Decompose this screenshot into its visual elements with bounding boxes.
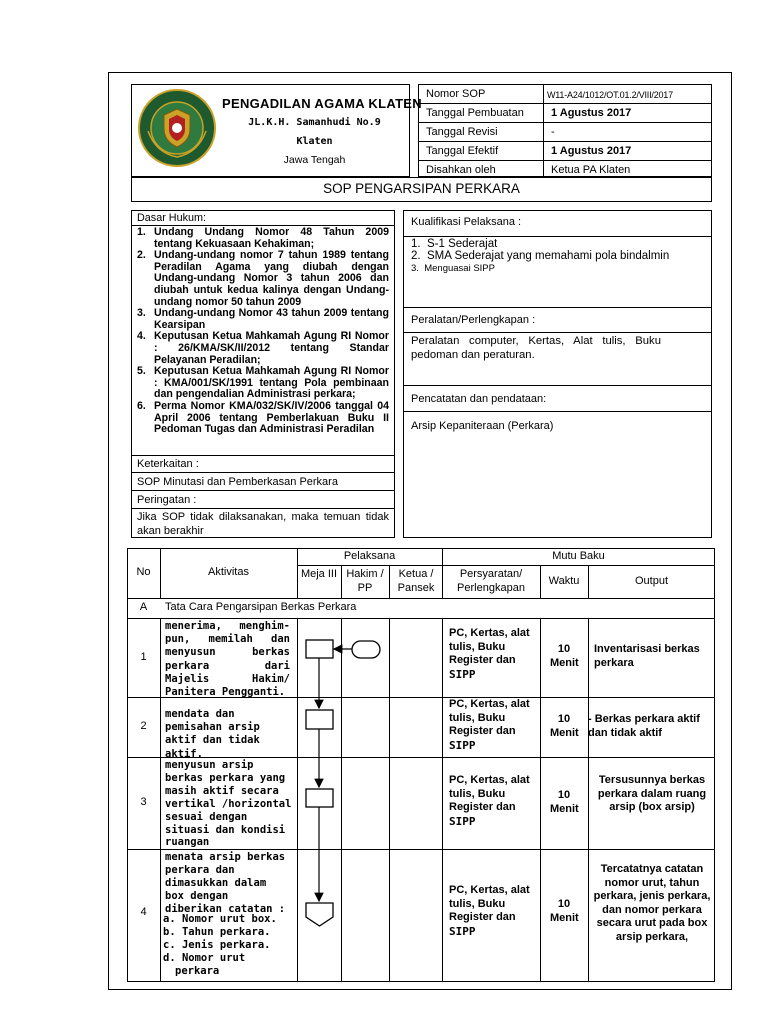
col-header-persyaratan: Persyaratan/ Perlengkapan: [457, 568, 525, 594]
row-2-persyaratan: PC, Kertas, alat tulis, Buku Register dan SIPP: [449, 698, 530, 752]
flow-process-box: [306, 640, 333, 658]
row-3-aktivitas: menyusun arsip berkas perkara yang masih aktif secara vertikal /horizontal sesuai dengan situasi dan kondisi ruangan: [165, 759, 292, 849]
meta-label-tanggal-revisi: Tanggal Revisi: [426, 126, 498, 138]
row-1-aktivitas: menerima, menghim-pun, memilah dan menyusun berkas perkara dari Majelis Hakim/ Panitera Pengganti.: [165, 620, 290, 699]
meta-value-nomor-sop: W11-A24/1012/OT.01.2/VIII/2017: [547, 90, 673, 100]
row-1-output: Inventarisasi berkas perkara: [594, 643, 700, 669]
peringatan-heading: Peringatan :: [137, 494, 197, 506]
dasar-hukum-heading: Dasar Hukum:: [137, 212, 206, 224]
row-2-output: - Berkas perkara aktif dan tidak aktif: [588, 713, 700, 739]
row-4-sub-item: a. Nomor urut box.: [163, 913, 277, 925]
sop-title: SOP PENGARSIPAN PERKARA: [323, 181, 520, 196]
col-header-output: Output: [634, 575, 669, 587]
meta-label-nomor-sop: Nomor SOP: [426, 88, 486, 100]
kualifikasi-heading: Kualifikasi Pelaksana :: [411, 216, 522, 228]
peralatan-text: Peralatan computer, Kertas, Alat tulis, Buku pedoman dan peraturan.: [411, 335, 661, 361]
kualifikasi-item: 2. SMA Sederajat yang memahami pola bindalmin: [411, 250, 670, 262]
meta-label-tanggal-pembuatan: Tanggal Pembuatan: [426, 107, 524, 119]
col-header-pelaksana: Pelaksana: [343, 550, 396, 562]
flow-process-box: [306, 710, 333, 729]
col-header-mutu-baku: Mutu Baku: [552, 550, 605, 562]
col-header-ketua-pansek: Ketua / Pansek: [397, 568, 435, 594]
row-2-waktu: 10 Menit: [550, 713, 579, 739]
legal-item: 1. Undang Undang Nomor 48 Tahun 2009 tentang Kekuasaan Kehakiman;: [137, 226, 389, 250]
meta-label-tanggal-efektif: Tanggal Efektif: [426, 145, 499, 157]
row-1-waktu: 10 Menit: [550, 643, 579, 669]
row-4-aktivitas: menata arsip berkas perkara dan dimasukkan dalam box dengan diberikan catatan :: [165, 851, 286, 915]
org-province: Jawa Tengah: [283, 154, 346, 166]
row-4-no: 4: [140, 906, 147, 918]
section-letter: A: [139, 601, 148, 613]
row-1-persyaratan: PC, Kertas, alat tulis, Buku Register dan SIPP: [449, 627, 530, 681]
row-4-output: Tercatatnya catatan nomor urut, tahun perkara, jenis perkara, dan nomor perkara secara urut pada box arsip perkara,: [593, 863, 711, 943]
row-3-waktu: 10 Menit: [550, 789, 579, 815]
org-name: PENGADILAN AGAMA KLATEN: [222, 96, 422, 111]
col-header-no: No: [136, 566, 151, 578]
peringatan-text: Jika SOP tidak dilaksanakan, maka temuan tidak akan berakhir: [137, 511, 389, 537]
row-4-persyaratan: PC, Kertas, alat tulis, Buku Register dan SIPP: [449, 884, 530, 938]
legal-item: 3. Undang-undang Nomor 43 tahun 2009 tentang Kearsipan: [137, 307, 389, 331]
org-address: JL.K.H. Samanhudi No.9: [248, 117, 381, 128]
section-title: Tata Cara Pengarsipan Berkas Perkara: [165, 601, 357, 613]
kualifikasi-item: 1. S-1 Sederajat: [411, 238, 498, 250]
meta-label-disahkan-oleh: Disahkan oleh: [426, 164, 496, 176]
meta-value-tanggal-efektif: 1 Agustus 2017: [551, 145, 632, 157]
row-4-sub-item: c. Jenis perkara.: [163, 938, 271, 951]
kualifikasi-item: 3. Menguasai SIPP: [411, 263, 495, 274]
row-4-waktu: 10 Menit: [550, 898, 579, 924]
flow-start-terminator: [352, 641, 380, 658]
org-city: Klaten: [296, 136, 333, 147]
peralatan-heading: Peralatan/Perlengkapan :: [411, 314, 536, 326]
flow-process-box: [306, 789, 333, 807]
row-3-persyaratan: PC, Kertas, alat tulis, Buku Register dan SIPP: [449, 774, 530, 828]
col-header-waktu: Waktu: [548, 575, 580, 587]
legal-item: 4. Keputusan Ketua Mahkamah Agung RI Nomor : 26/KMA/SK/II/2012 tentang Standar Pelayanan Peradilan;: [137, 330, 389, 366]
row-4-sub-item: d. Nomor urut perkara: [163, 951, 246, 977]
col-header-meja-iii: Meja III: [300, 568, 338, 580]
meta-value-tanggal-pembuatan: 1 Agustus 2017: [551, 107, 632, 119]
pencatatan-text: Arsip Kepaniteraan (Perkara): [411, 420, 554, 432]
keterkaitan-heading: Keterkaitan :: [137, 458, 199, 470]
col-header-hakim-pp: Hakim / PP: [346, 568, 384, 594]
legal-item: 6. Perma Nomor KMA/032/SK/IV/2006 tanggal 04 April 2006 tentang Pemberlakuan Buku II Pedoman Tugas dan Administrasi Peradilan: [137, 399, 389, 436]
row-1-no: 1: [140, 651, 147, 663]
meta-value-disahkan-oleh: Ketua PA Klaten: [551, 164, 631, 176]
legal-item: 5. Keputusan Ketua Mahkamah Agung RI Nomor : KMA/001/SK/1991 tentang Pola pembinaan dan pengendalian Administrasi perkara;: [137, 365, 389, 401]
row-2-aktivitas: mendata dan pemisahan arsip aktif dan tidak aktif.: [165, 708, 260, 760]
row-4-sub-item: b. Tahun perkara.: [163, 925, 271, 938]
row-2-no: 2: [140, 720, 147, 732]
keterkaitan-text: SOP Minutasi dan Pemberkasan Perkara: [137, 476, 338, 488]
col-header-aktivitas: Aktivitas: [208, 566, 249, 578]
legal-item: 2. Undang-undang nomor 7 tahun 1989 tentang Peradilan Agama yang diubah dengan Undang-undang Nomor 3 tahun 2006 dan diubah untuk kedua kalinya dengan Undang-undang nomor 50 tahun 2009: [137, 249, 389, 308]
pencatatan-heading: Pencatatan dan pendataan:: [411, 393, 547, 405]
row-3-no: 3: [140, 796, 147, 808]
flow-end-offpage-connector: [306, 903, 333, 926]
meta-value-tanggal-revisi: -: [551, 126, 555, 138]
row-3-output: Tersusunnya berkas perkara dalam ruang arsip (box arsip): [597, 774, 707, 813]
